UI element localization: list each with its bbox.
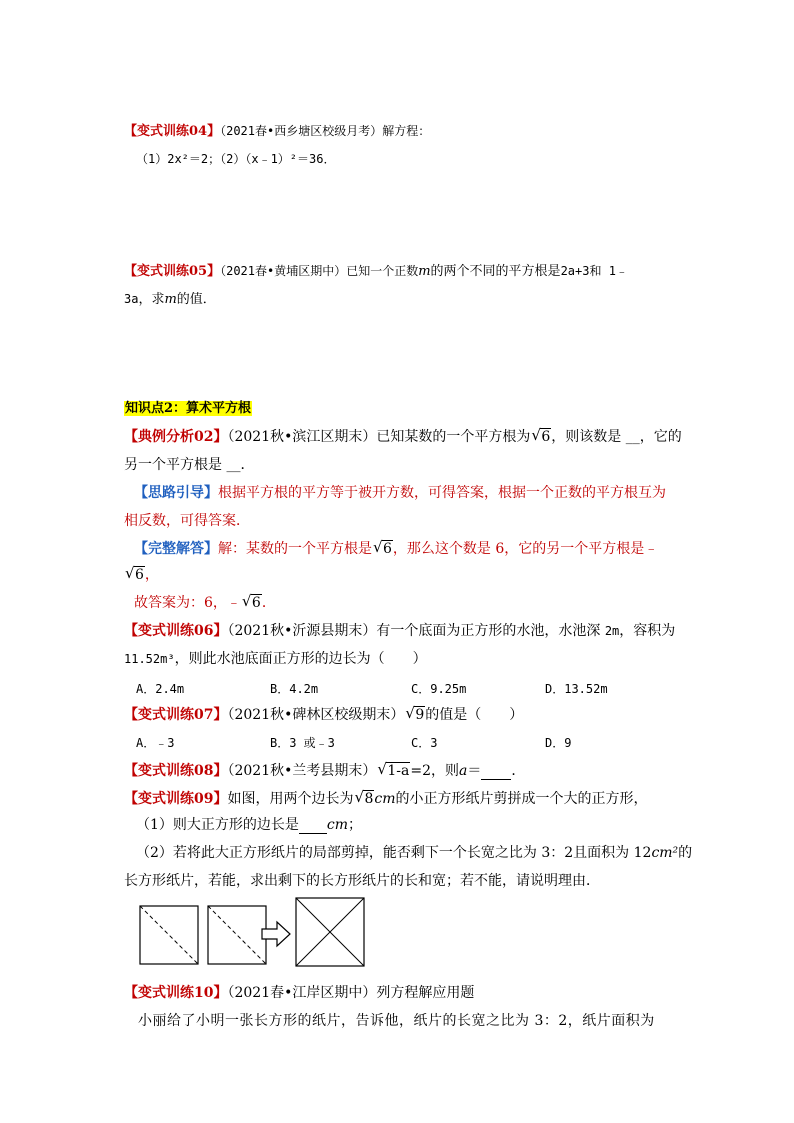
unit: cm <box>326 817 349 833</box>
exercise-05-line1 <box>124 262 628 281</box>
question-text: ； <box>348 817 363 833</box>
sqrt-expression: √ 6 <box>373 538 392 557</box>
sqrt-expression: √ 6 <box>531 426 551 445</box>
radicand: 1-a <box>387 763 410 779</box>
exercise-text: 的小正方形纸片剪拼成一个大的正方形， <box>395 791 648 807</box>
exercise-text: 的值． <box>176 292 216 307</box>
answer-blank[interactable] <box>299 819 327 834</box>
exercise-text: 小丽给了小明一张长方形的纸片，告诉他，纸片的长宽之比为 3：2，纸片面积为 <box>138 1013 655 1029</box>
hint-line1 <box>134 484 666 502</box>
answer-blank[interactable] <box>481 765 511 780</box>
sqrt-expression: √ 9 <box>405 704 425 723</box>
answer-tag: 【完整解答】 <box>134 541 218 557</box>
example-text: （2021秋•滨江区期末）已知某数的一个平方根为 <box>227 429 531 445</box>
hint-tag: 【思路引导】 <box>134 485 218 501</box>
radicand: 6 <box>541 429 551 445</box>
depth-value: 2m <box>604 624 620 638</box>
equations: （1）2x²＝2；（2）（x﹣1）²＝36． <box>136 152 336 166</box>
option-a[interactable]: A．2.4m <box>136 682 185 696</box>
answer-text: 某数的一个平方根是 <box>246 541 372 557</box>
question-text: 长方形纸片，若能，求出剩下的长方形纸片的长和宽；若不能，请说明理由． <box>124 873 600 889</box>
exercise-tag: 【变式训练06】 <box>124 623 228 639</box>
answer-line2 <box>124 566 159 584</box>
exercise-09-q2-cont <box>124 872 600 890</box>
var: m <box>418 264 431 279</box>
hint-text: 根据平方根的平方等于被开方数，可得答案，根据一个正数的平方根互为 <box>218 485 666 501</box>
exercise-04-parts <box>136 150 335 169</box>
option-d[interactable]: D．9 <box>545 736 572 750</box>
exercise-04-heading <box>124 122 430 141</box>
example-02-line2 <box>124 456 254 474</box>
example-text: 另一个平方根是 __． <box>124 457 255 473</box>
radicand: 6 <box>251 595 261 611</box>
exercise-06-line2 <box>124 650 427 668</box>
sqrt-expression: √ 6 <box>241 592 261 611</box>
exercise-text: 的值是（ ） <box>425 707 524 723</box>
sqrt-expression: √ 1-a <box>377 760 410 779</box>
unit: cm <box>374 791 396 807</box>
exercise-09-line1 <box>124 790 648 808</box>
question-text: （1）则大正方形的边长是 <box>136 817 299 833</box>
exercise-06-line1 <box>124 622 675 640</box>
radicand: 6 <box>383 541 392 557</box>
example-text: ，则该数是 __，它的 <box>551 429 682 445</box>
exercise-text: （2021秋•兰考县期末） <box>227 763 377 779</box>
answer-text: 故答案为：6，﹣ <box>134 595 241 611</box>
diagonal-1 <box>140 906 198 964</box>
expression: 2a+3 <box>560 264 590 278</box>
radicand: 9 <box>415 707 425 723</box>
exercise-text: （2021春•黄埔区期中）已知一个正数 <box>220 264 419 278</box>
exercise-09-q1 <box>136 816 362 834</box>
option-c[interactable]: C．9.25m <box>411 682 467 696</box>
exercise-tag: 【变式训练05】 <box>124 264 221 279</box>
option-b[interactable]: B．3 或﹣3 <box>270 736 335 750</box>
answer-text: ． <box>261 595 276 611</box>
exercise-tag: 【变式训练08】 <box>124 763 228 779</box>
exercise-09-q2 <box>136 844 692 862</box>
example-02-line1 <box>124 428 682 446</box>
option-b[interactable]: B．4.2m <box>270 682 319 696</box>
exercise-text: ＝ <box>467 763 482 779</box>
answer-line3 <box>134 594 276 612</box>
exercise-source: （2021春•西乡塘区校级月考）解方程： <box>220 124 431 138</box>
answer-text: ，那么这个数是 6，它的另一个平方根是﹣ <box>392 541 659 557</box>
sqrt-expression: √ 8 <box>354 788 374 807</box>
answer-text: ， <box>144 567 159 583</box>
volume-value: 11.52m³ <box>124 652 175 666</box>
exercise-10-line1 <box>124 984 474 1002</box>
exercise-text: 如图，用两个边长为 <box>227 791 354 807</box>
exercise-tag: 【变式训练04】 <box>124 124 221 139</box>
exercise-text: ，求 <box>138 292 165 307</box>
radicand: 8 <box>364 791 374 807</box>
answer-text: 解： <box>218 541 246 557</box>
exercise-text: ． <box>511 763 526 779</box>
exercise-text: （2021春•江岸区期中）列方程解应用题 <box>227 985 475 1001</box>
exercise-text: 和 1﹣ <box>589 264 628 278</box>
exercise-tag: 【变式训练09】 <box>124 791 228 807</box>
var: a <box>459 763 468 779</box>
option-c[interactable]: C．3 <box>411 736 438 750</box>
var: m <box>164 292 177 307</box>
exercise-05-line2 <box>124 290 216 309</box>
diagonal-2 <box>208 906 266 964</box>
exercise-text: ，则此水池底面正方形的边长为（ ） <box>174 651 427 667</box>
exercise-tag: 【变式训练10】 <box>124 985 228 1001</box>
exercise-tag: 【变式训练07】 <box>124 707 228 723</box>
exercise-text: =2，则 <box>410 763 459 779</box>
exercise-07-line <box>124 706 523 724</box>
hint-line2 <box>124 512 250 530</box>
radicand: 6 <box>135 567 144 583</box>
exercise-text: （2021秋•沂源县期末）有一个底面为正方形的水池，水池深 <box>227 623 601 639</box>
unit: cm² <box>651 845 679 861</box>
example-tag: 【典例分析02】 <box>124 429 228 445</box>
exercise-08-line <box>124 762 525 780</box>
sqrt-expression: √ 6 <box>125 564 144 583</box>
squares-figure <box>138 896 366 968</box>
exercise-text: ，容积为 <box>619 623 676 639</box>
question-text: 的 <box>678 845 693 861</box>
question-text: （2）若将此大正方形纸片的局部剪掉，能否剩下一个长宽之比为 3：2且面积为 12 <box>136 845 652 861</box>
exercise-text: 的两个不同的平方根是 <box>430 264 561 279</box>
hint-text: 相反数，可得答案． <box>124 513 250 529</box>
option-d[interactable]: D．13.52m <box>545 682 608 696</box>
option-a[interactable]: A．﹣3 <box>136 736 175 750</box>
small-square-2 <box>208 906 266 964</box>
section-title: 知识点2：算术平方根 <box>125 401 252 416</box>
expression: 3a <box>124 292 139 306</box>
knowledge-point-title <box>124 400 252 418</box>
small-square-1 <box>140 906 198 964</box>
exercise-text: （2021秋•碑林区校级期末） <box>227 707 405 723</box>
answer-line1 <box>134 540 658 558</box>
exercise-10-line2 <box>138 1012 655 1030</box>
